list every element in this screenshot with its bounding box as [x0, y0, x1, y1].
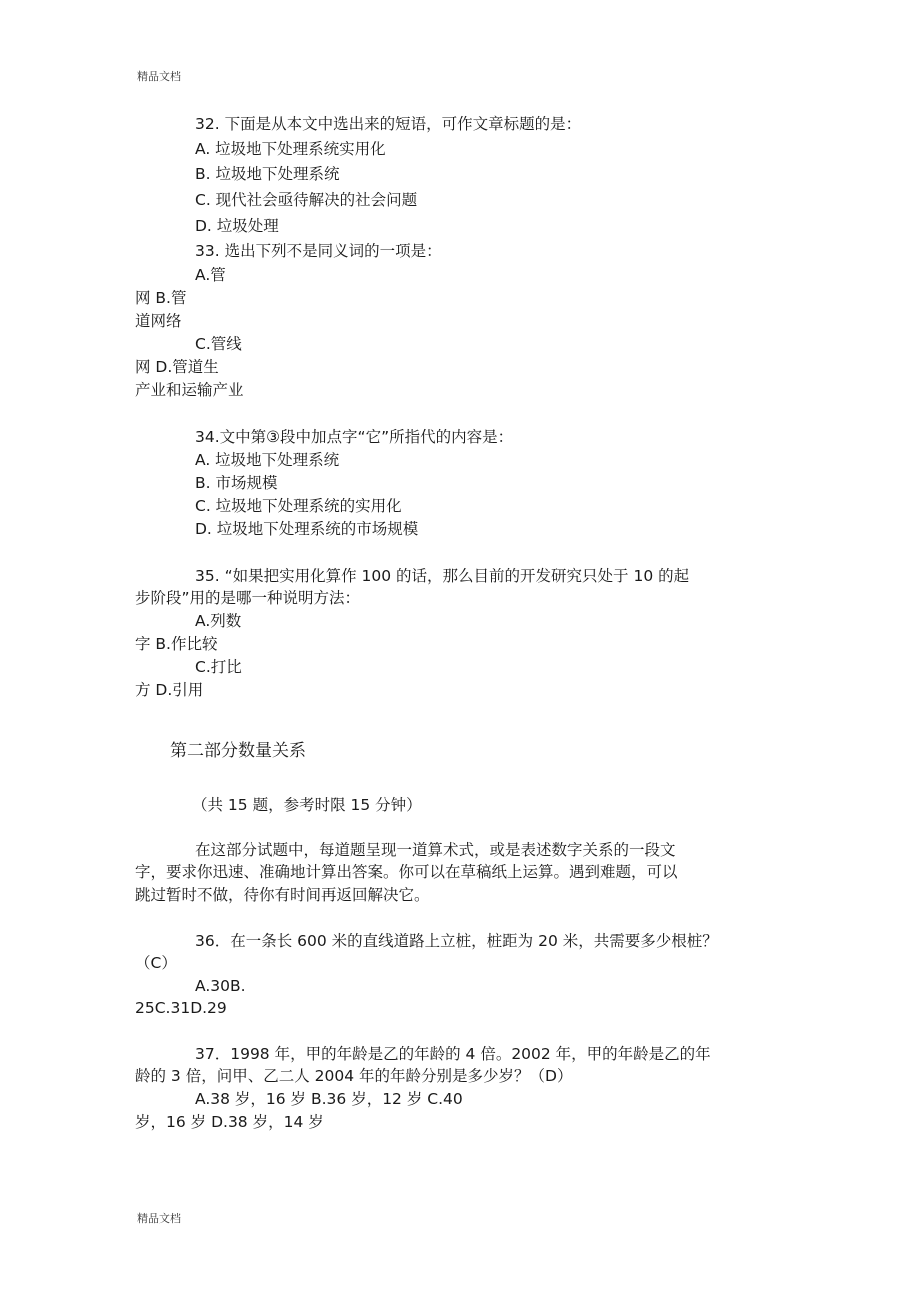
question-33-options-line: 产业和运输产业 — [135, 381, 244, 399]
page-footer-label: 精品文档 — [137, 1212, 181, 1225]
question-32-option-a: A. 垃圾地下处理系统实用化 — [195, 140, 386, 158]
question-32-option-d: D. 垃圾处理 — [195, 217, 279, 235]
question-35-stem-continued: 步阶段”用的是哪一种说明方法： — [135, 589, 361, 607]
question-37-options-line: A.38 岁，16 岁 B.36 岁，12 岁 C.40 — [195, 1090, 463, 1108]
question-37-options-line: 岁，16 岁 D.38 岁，14 岁 — [135, 1113, 324, 1131]
page-header-label: 精品文档 — [137, 70, 181, 83]
question-34-stem: 34.文中第③段中加点字“它”所指代的内容是： — [195, 428, 514, 446]
part-two-title: 第二部分数量关系 — [170, 741, 306, 761]
question-36-options-line: A.30B. — [195, 977, 246, 995]
question-33-options-line: C.管线 — [195, 335, 242, 353]
question-34-option-b: B. 市场规模 — [195, 474, 278, 492]
question-36-answer: （C） — [135, 954, 177, 972]
question-33-options-line: 网 B.管 — [135, 289, 187, 307]
question-33-stem: 33. 选出下列不是同义词的一项是： — [195, 242, 442, 260]
question-33-options-line: A.管 — [195, 266, 226, 284]
question-37-stem: 37．1998 年，甲的年龄是乙的年龄的 4 倍。2002 年，甲的年龄是乙的年 — [195, 1045, 711, 1063]
question-35-options-line: 方 D.引用 — [135, 681, 204, 699]
question-34-option-d: D. 垃圾地下处理系统的市场规模 — [195, 520, 419, 538]
question-35-options-line: C.打比 — [195, 658, 242, 676]
part-two-instructions: 字，要求你迅速、准确地计算出答案。你可以在草稿纸上运算。遇到难题，可以 — [135, 863, 678, 881]
question-33-options-line: 道网络 — [135, 312, 182, 330]
question-33-options-line: 网 D.管道生 — [135, 358, 219, 376]
part-two-instructions: 在这部分试题中，每道题呈现一道算术式，或是表述数字关系的一段文 — [195, 841, 676, 859]
question-32-option-b: B. 垃圾地下处理系统 — [195, 165, 340, 183]
question-35-options-line: A.列数 — [195, 612, 242, 630]
question-36-options-line: 25C.31D.29 — [135, 999, 227, 1017]
part-two-subtitle: （共 15 题，参考时限 15 分钟） — [192, 796, 422, 814]
question-32-option-c: C. 现代社会亟待解决的社会问题 — [195, 191, 418, 209]
part-two-instructions: 跳过暂时不做，待你有时间再返回解决它。 — [135, 886, 430, 904]
question-34-option-c: C. 垃圾地下处理系统的实用化 — [195, 497, 402, 515]
question-32-stem: 32. 下面是从本文中选出来的短语，可作文章标题的是： — [195, 115, 582, 133]
question-37-stem-continued: 龄的 3 倍，问甲、乙二人 2004 年的年龄分别是多少岁？（D） — [135, 1067, 573, 1085]
question-34-option-a: A. 垃圾地下处理系统 — [195, 451, 340, 469]
question-36-stem: 36．在一条长 600 米的直线道路上立桩，桩距为 20 米，共需要多少根桩？ — [195, 932, 718, 950]
question-35-options-line: 字 B.作比较 — [135, 635, 218, 653]
question-35-stem: 35. “如果把实用化算作 100 的话，那么目前的开发研究只处于 10 的起 — [195, 567, 690, 585]
